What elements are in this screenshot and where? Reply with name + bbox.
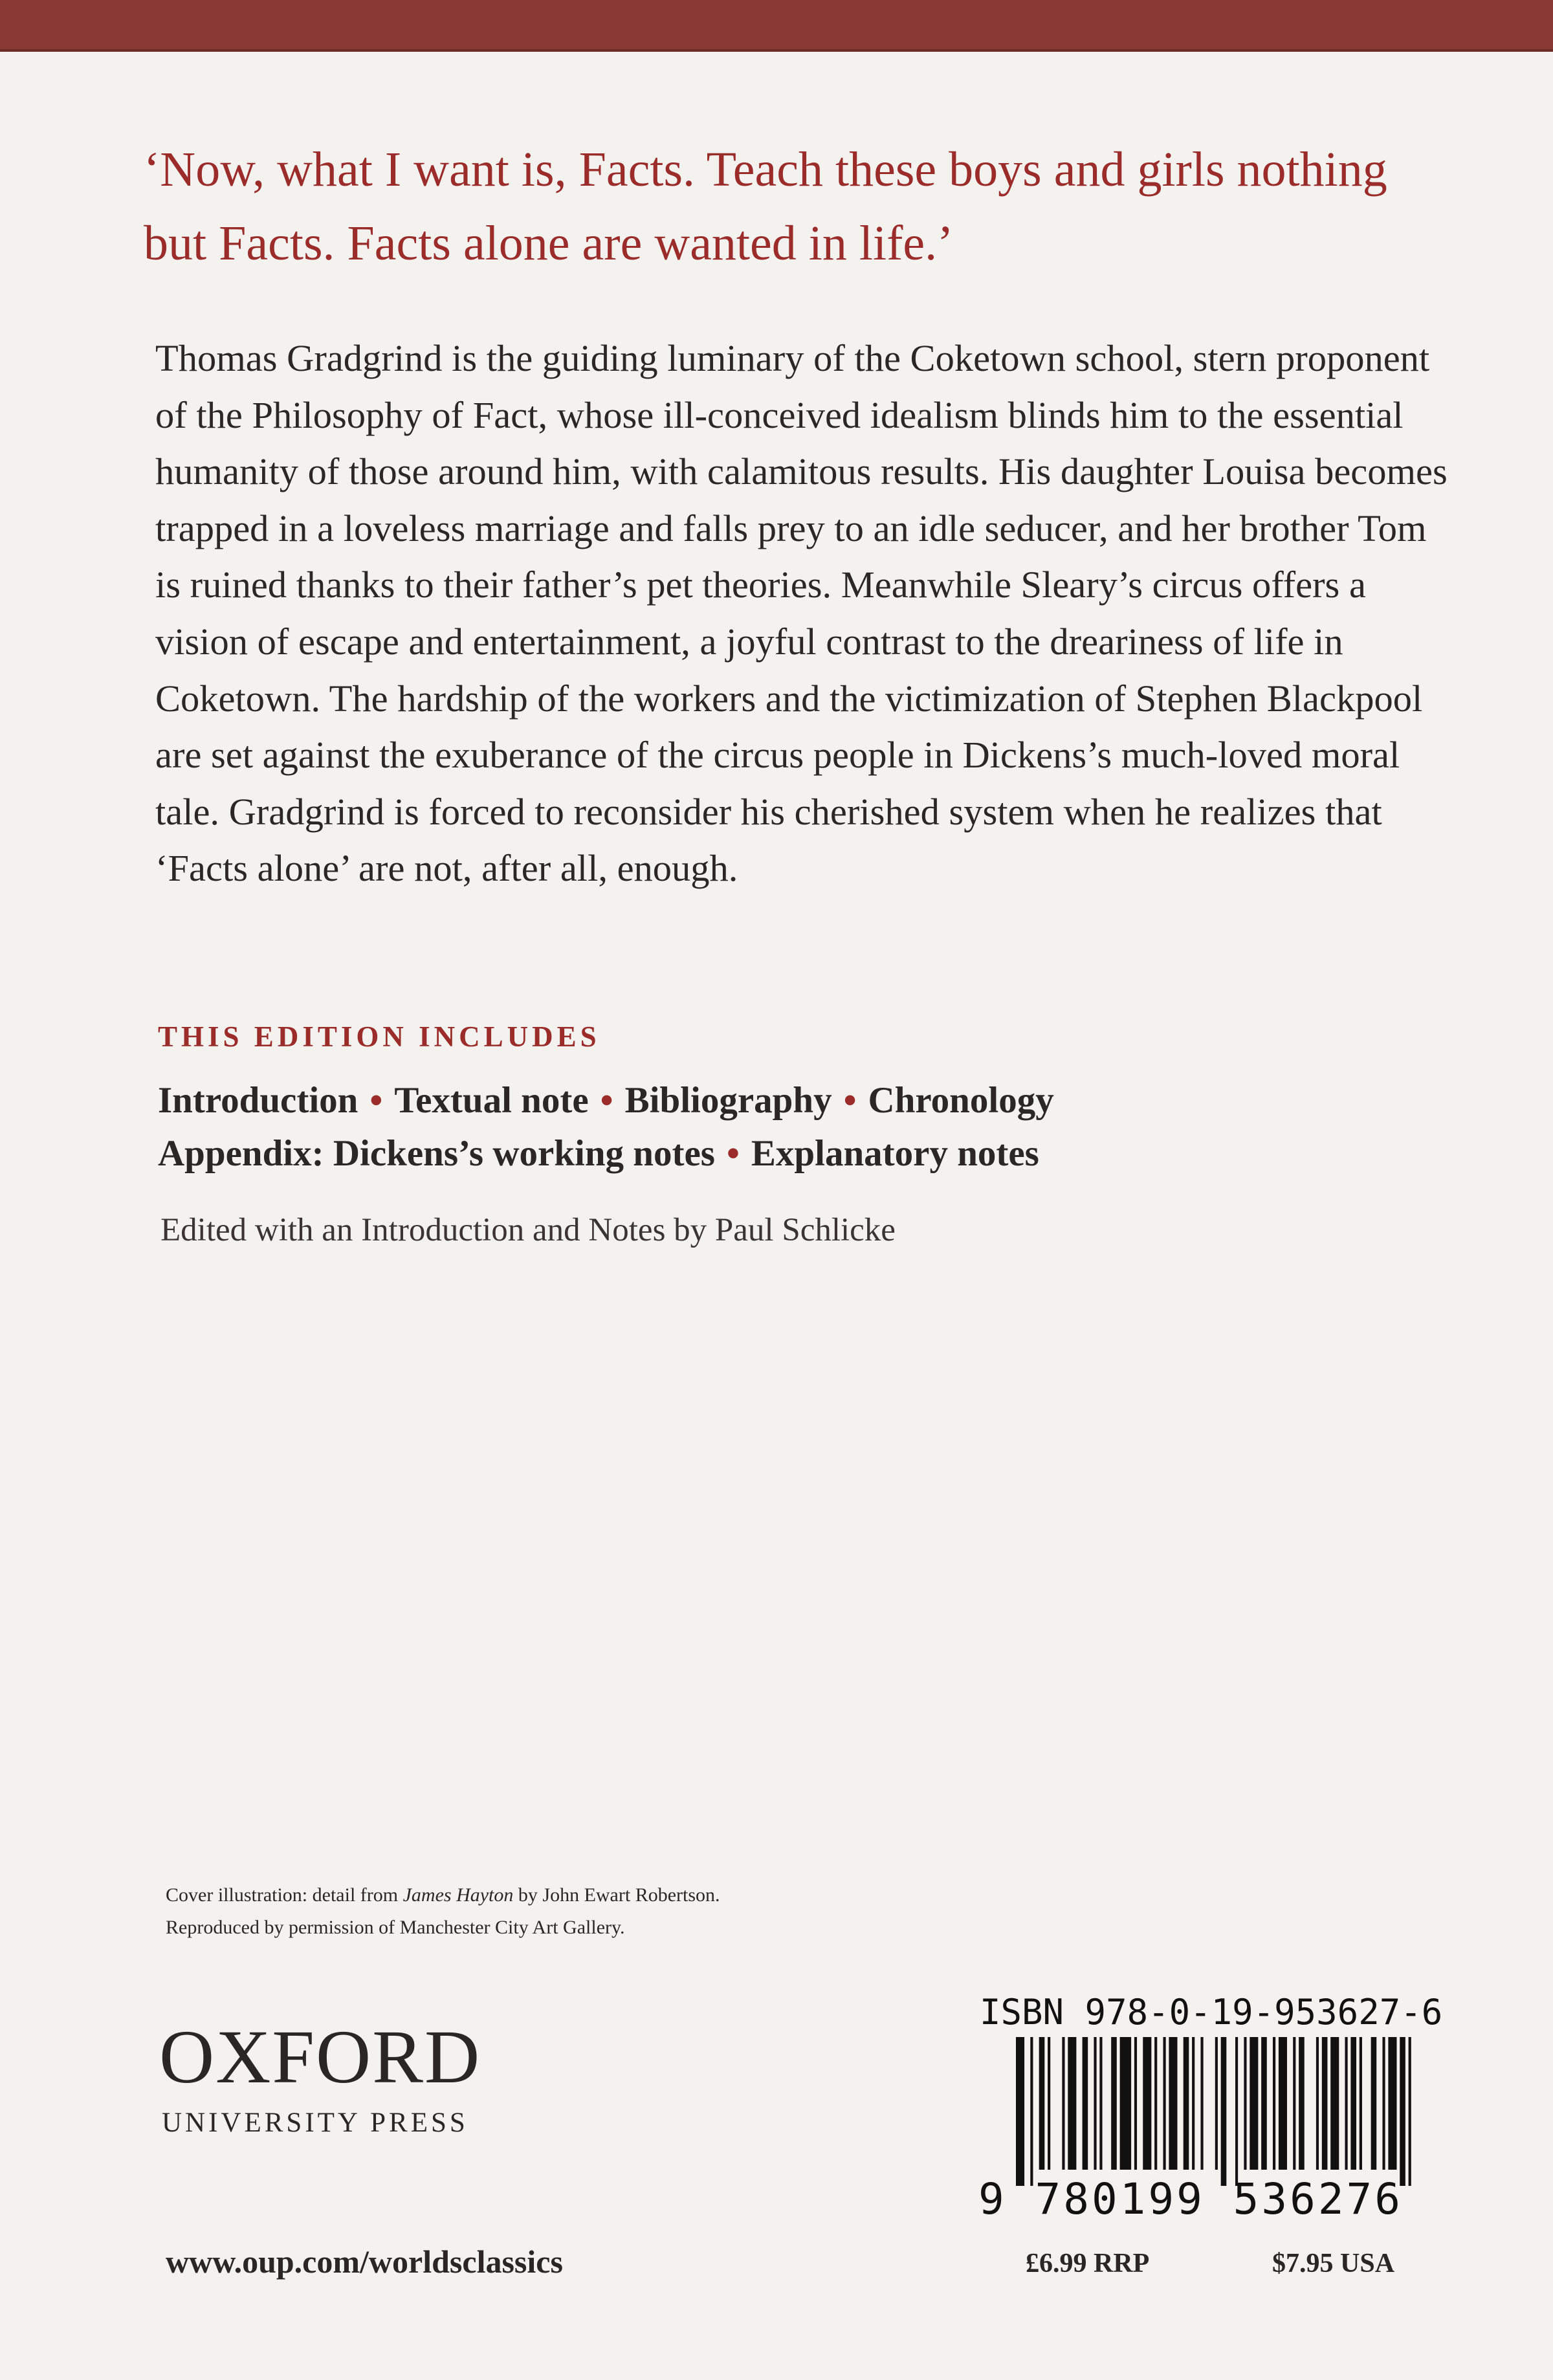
price-us: $7.95 USA	[1272, 2249, 1395, 2278]
include-appendix: Appendix: Dickens’s working notes	[158, 1133, 715, 1174]
bullet-separator: •	[843, 1080, 857, 1121]
includes-heading: THIS EDITION INCLUDES	[158, 1020, 600, 1053]
barcode-bar	[1030, 2037, 1033, 2186]
book-description: Thomas Gradgrind is the guiding luminary of the Coketown school, stern proponent of the Philosophy of Fact, whose ill-conceived idealism blinds him to the essential humanity of those around him, with calamitous results. His daughter Louisa becomes trapped in a loveless marriage and falls prey to an idle seducer, and her brother Tom is ruined thanks to their father’s pet theories. Meanwhile Sleary’s circus offers a vision of escape and entertainment, a joyful contrast to the dreariness of life in Coketown. The hardship of the workers and the victimization of Stephen Blackpool are set against the exuberance of the circus people in Dickens’s much-loved moral tale. Gradgrind is forced to reconsider his cherished system when he realizes that ‘Facts alone’ are not, after all, enough.	[155, 337, 1448, 890]
barcode-bar	[1409, 2037, 1411, 2186]
barcode-number: 9 780199 536276	[978, 2174, 1404, 2224]
website-link[interactable]: www.oup.com/worldsclassics	[166, 2243, 563, 2280]
barcode-bar	[1083, 2037, 1088, 2170]
barcode-bar	[1099, 2037, 1102, 2170]
editor-credit: Edited with an Introduction and Notes by Paul Schlicke	[160, 1212, 896, 1248]
barcode-bar	[1068, 2037, 1076, 2170]
cover-illustration-credit	[166, 1879, 720, 1944]
include-chronology: Chronology	[868, 1080, 1054, 1121]
barcode-bar	[1382, 2037, 1385, 2170]
barcode-bar	[1016, 2037, 1024, 2186]
barcode-bar	[1400, 2037, 1405, 2186]
barcode-bar	[1350, 2037, 1356, 2170]
barcode-bar	[1360, 2037, 1362, 2170]
credit-line-2: Reproduced by permission of Manchester City Art Gallery.	[166, 1917, 625, 1938]
barcode-bar	[1134, 2037, 1137, 2170]
barcode-bar	[1200, 2037, 1203, 2170]
top-color-band	[0, 0, 1553, 52]
barcode-bar	[1279, 2037, 1287, 2170]
publisher-logo: OXFORD	[159, 2014, 481, 2099]
barcode-bar	[1244, 2037, 1246, 2170]
isbn-label: ISBN 978-0-19-953627-6	[980, 1992, 1443, 2033]
barcode-bar	[1163, 2037, 1165, 2170]
barcode-bar	[1273, 2037, 1275, 2170]
barcode-bar	[1345, 2037, 1347, 2170]
barcode-bar	[1330, 2037, 1339, 2170]
bullet-separator: •	[369, 1080, 383, 1121]
credit-work-title: James Hayton	[402, 1884, 514, 1906]
include-bibliography: Bibliography	[624, 1080, 832, 1121]
include-textual-note: Textual note	[394, 1080, 589, 1121]
credit-suffix: by John Ewart Robertson.	[513, 1884, 720, 1906]
barcode-bar	[1388, 2037, 1396, 2170]
barcode-bar	[1184, 2037, 1189, 2170]
bullet-separator: •	[726, 1133, 740, 1174]
barcode	[1016, 2037, 1417, 2186]
barcode-bar	[1048, 2037, 1050, 2170]
barcode-bar	[1120, 2037, 1132, 2170]
publisher-subtitle: UNIVERSITY PRESS	[162, 2108, 468, 2138]
barcode-bar	[1235, 2037, 1238, 2186]
pull-quote: ‘Now, what I want is, Facts. Teach these boys and girls nothing but Facts. Facts alone are wanted in life.’	[144, 142, 1387, 270]
include-introduction: Introduction	[158, 1080, 358, 1121]
credit-line-1	[166, 1879, 720, 1912]
includes-line-2	[158, 1132, 1039, 1174]
barcode-bar	[1143, 2037, 1151, 2170]
barcode-bar	[1192, 2037, 1195, 2170]
barcode-bar	[1215, 2037, 1218, 2170]
barcode-bar	[1299, 2037, 1305, 2170]
barcode-bar	[1322, 2037, 1328, 2170]
barcode-bar	[1111, 2037, 1117, 2170]
barcode-bar	[1094, 2037, 1096, 2170]
barcode-bar	[1039, 2037, 1045, 2170]
barcode-bar	[1169, 2037, 1177, 2170]
barcode-bar	[1062, 2037, 1064, 2170]
barcode-bar	[1371, 2037, 1377, 2170]
price-uk: £6.99 RRP	[1026, 2249, 1150, 2278]
barcode-bar	[1293, 2037, 1295, 2170]
barcode-bar	[1316, 2037, 1319, 2170]
barcode-bar	[1154, 2037, 1157, 2170]
include-explanatory-notes: Explanatory notes	[751, 1133, 1039, 1174]
barcode-bar	[1250, 2037, 1258, 2170]
barcode-bar	[1261, 2037, 1267, 2170]
includes-line-1	[158, 1079, 1054, 1121]
barcode-bar	[1221, 2037, 1227, 2186]
bullet-separator: •	[600, 1080, 613, 1121]
credit-prefix: Cover illustration: detail from	[166, 1884, 403, 1906]
